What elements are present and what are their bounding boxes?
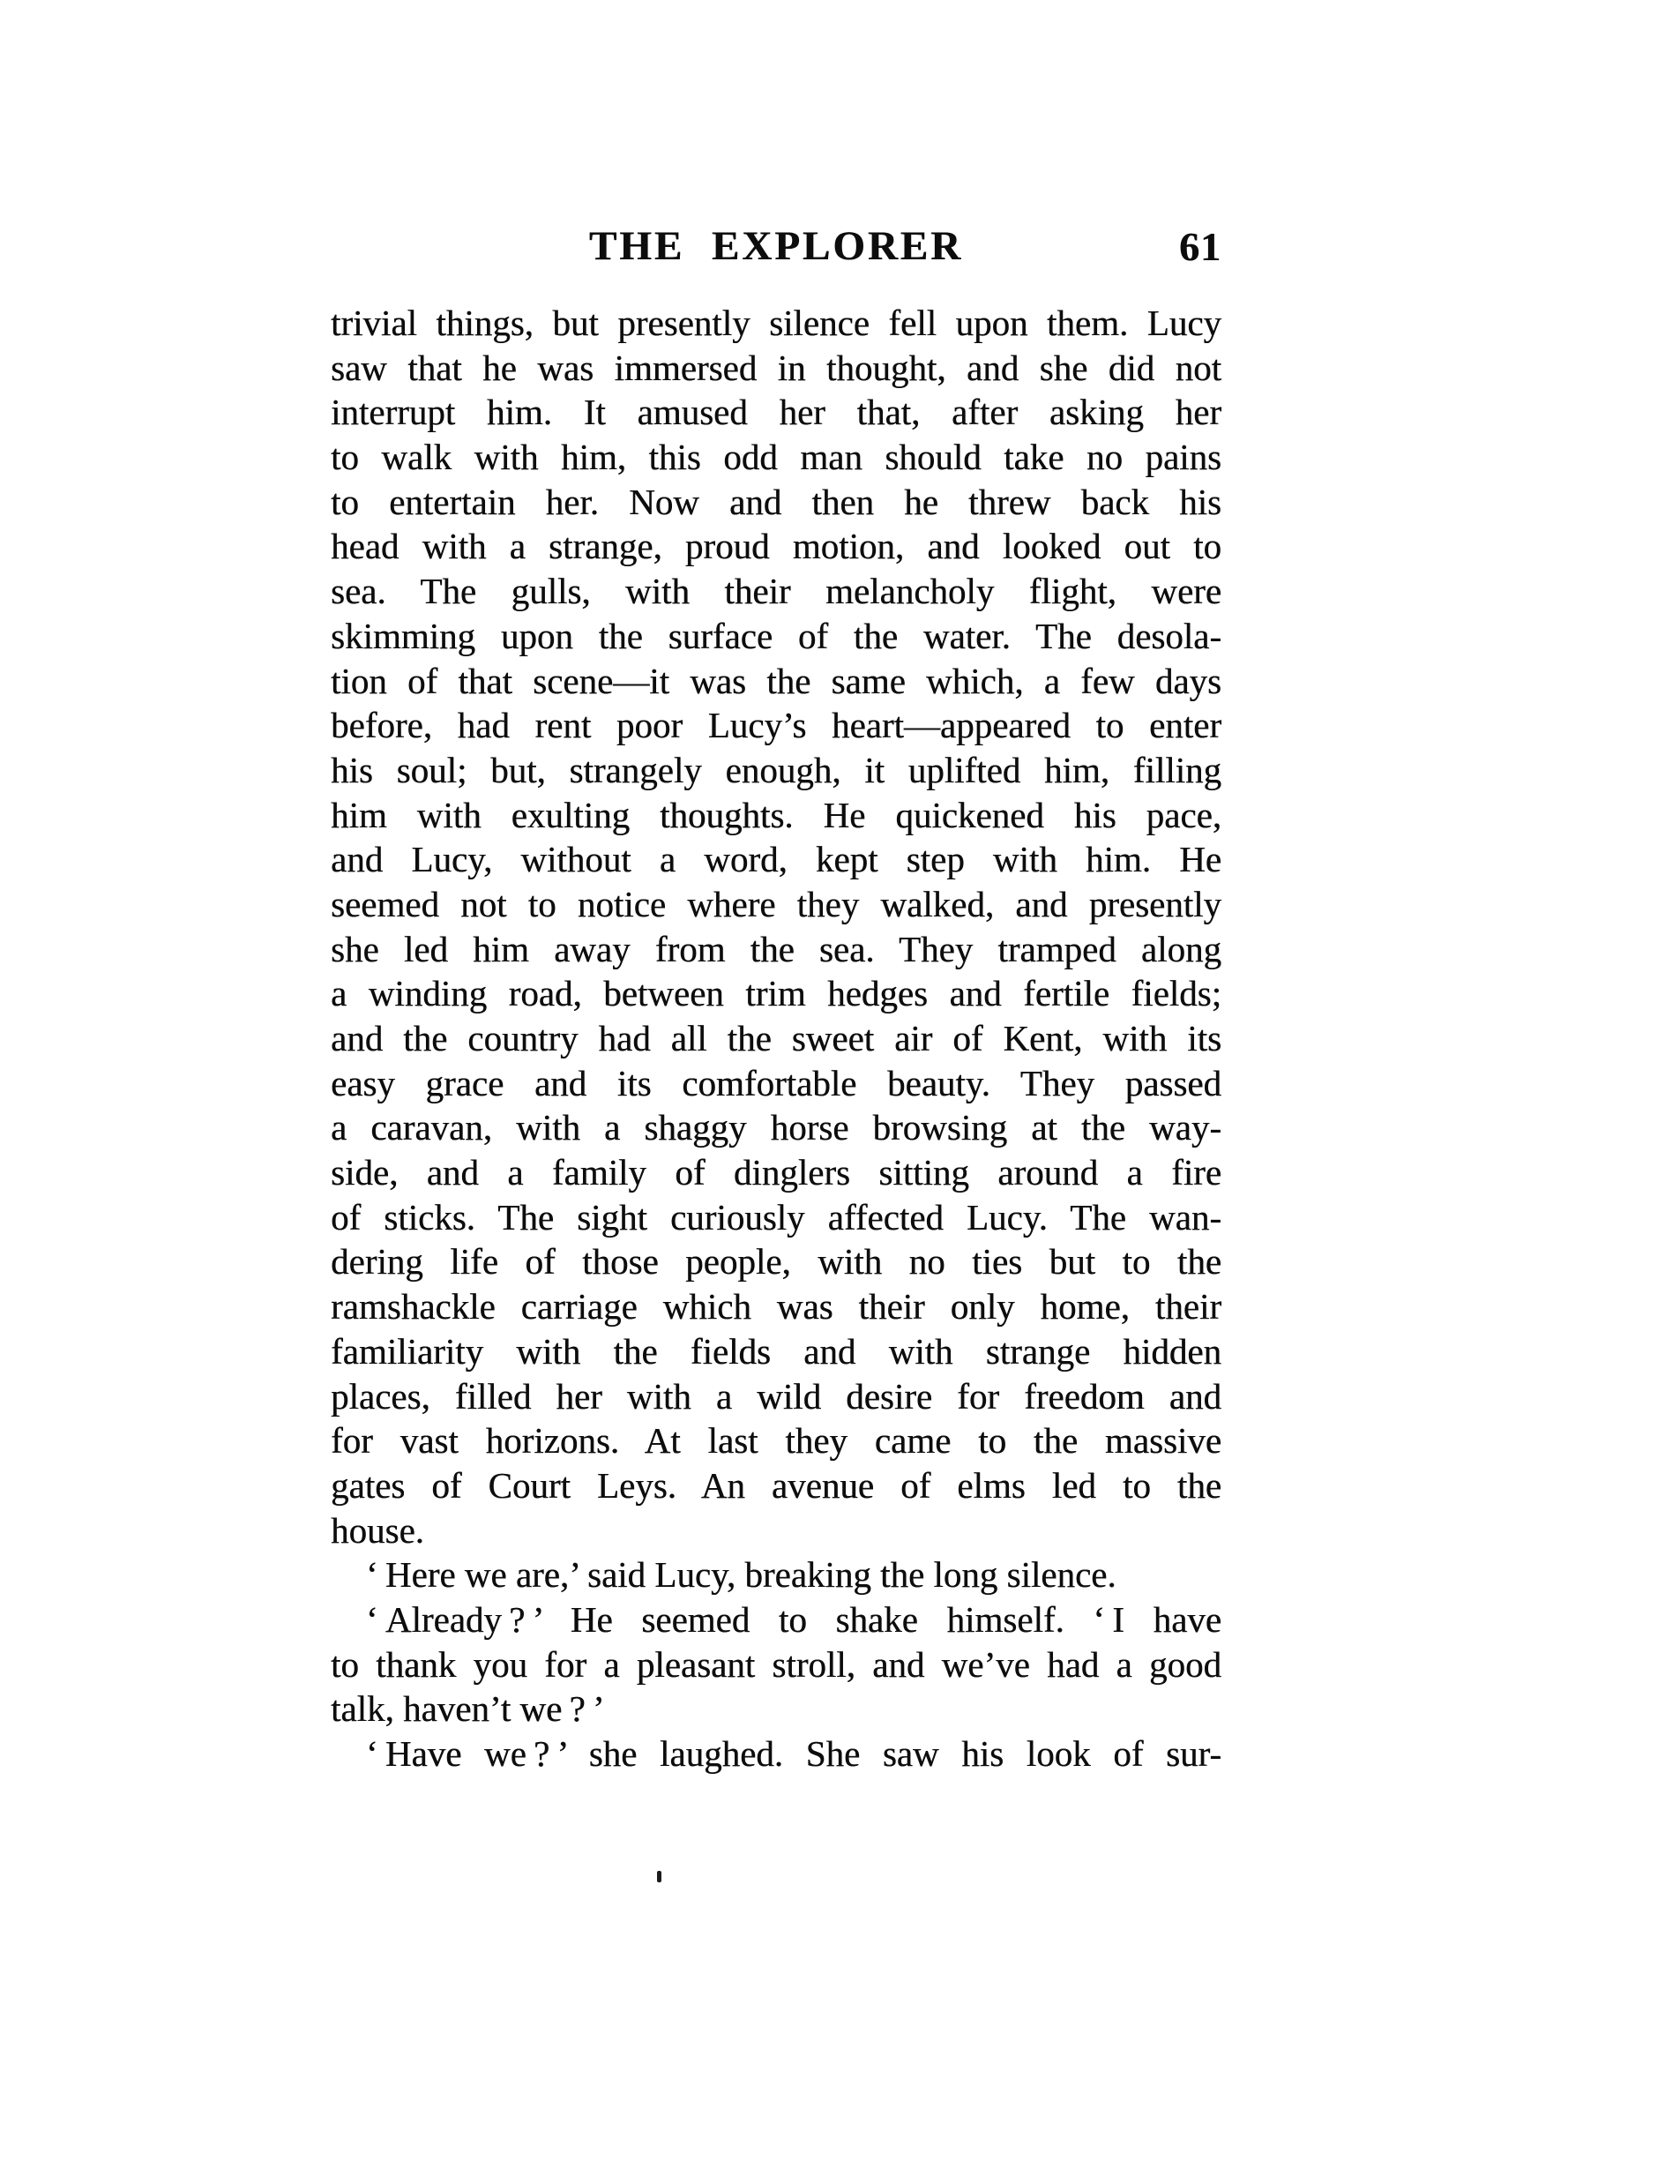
page-title: THE EXPLORER <box>588 223 964 269</box>
text-line: dering life of those people, with no ties but to the <box>331 1241 1221 1283</box>
text-line: for vast horizons. At last they came to the massive <box>331 1420 1221 1462</box>
text-line: him with exulting thoughts. He quickened his pace, <box>331 794 1221 835</box>
page-number: 61 <box>1179 224 1221 269</box>
text-line: ‘ Have we ? ’ she laughed. She saw his look of sur- <box>366 1733 1221 1774</box>
text-line: head with a strange, proud motion, and looked out to <box>331 526 1221 567</box>
text-line: his soul; but, strangely enough, it uplifted him, filling <box>331 749 1221 790</box>
text-line: of sticks. The sight curiously affected Lucy. The wan- <box>331 1196 1221 1238</box>
text-line: and the country had all the sweet air of Kent, with its <box>331 1018 1221 1058</box>
text-line: to walk with him, this odd man should take no pains <box>331 437 1221 478</box>
text-line: a caravan, with a shaggy horse browsing at the way- <box>331 1107 1221 1148</box>
text-line: ramshackle carriage which was their only home, their <box>331 1286 1221 1328</box>
text-line: interrupt him. It amused her that, after asking her <box>331 392 1221 433</box>
text-line: seemed not to notice where they walked, and presently <box>331 883 1221 924</box>
text-line: she led him away from the sea. They tramped along <box>331 928 1221 969</box>
text-line: a winding road, between trim hedges and fertile fields; <box>331 973 1221 1014</box>
text-line: before, had rent poor Lucy’s heart—appeared to enter <box>331 705 1221 746</box>
text-line: talk, haven’t we ? ’ <box>331 1688 605 1730</box>
text-line: trivial things, but presently silence fell upon them. Lucy <box>331 303 1221 343</box>
text-line: skimming upon the surface of the water. The desola- <box>331 615 1221 656</box>
text-line: and Lucy, without a word, kept step with him. He <box>331 839 1221 880</box>
text-line: to thank you for a pleasant stroll, and we’ve had a good <box>331 1643 1221 1685</box>
text-line: side, and a family of dinglers sitting around a fire <box>331 1152 1221 1193</box>
text-line: sea. The gulls, with their melancholy flight, were <box>331 571 1221 612</box>
text-line: easy grace and its comfortable beauty. They passed <box>331 1062 1221 1103</box>
text-line: places, filled her with a wild desire for freedom and <box>331 1375 1221 1417</box>
text-block <box>331 301 1221 1776</box>
text-line: ‘ Here we are,’ said Lucy, breaking the long silence. <box>366 1554 1116 1596</box>
ink-speck-artifact <box>657 1871 661 1882</box>
text-line: familiarity with the fields and with strange hidden <box>331 1330 1221 1372</box>
text-line: gates of Court Leys. An avenue of elms led to the <box>331 1464 1221 1506</box>
running-header <box>331 222 1221 270</box>
text-line: saw that he was immersed in thought, and she did not <box>331 347 1221 388</box>
text-line: tion of that scene—it was the same which, a few days <box>331 660 1221 701</box>
text-line: to entertain her. Now and then he threw back his <box>331 481 1221 522</box>
text-line: ‘ Already ? ’ He seemed to shake himself. ‘ I have <box>366 1598 1221 1640</box>
text-line: house. <box>331 1509 424 1551</box>
